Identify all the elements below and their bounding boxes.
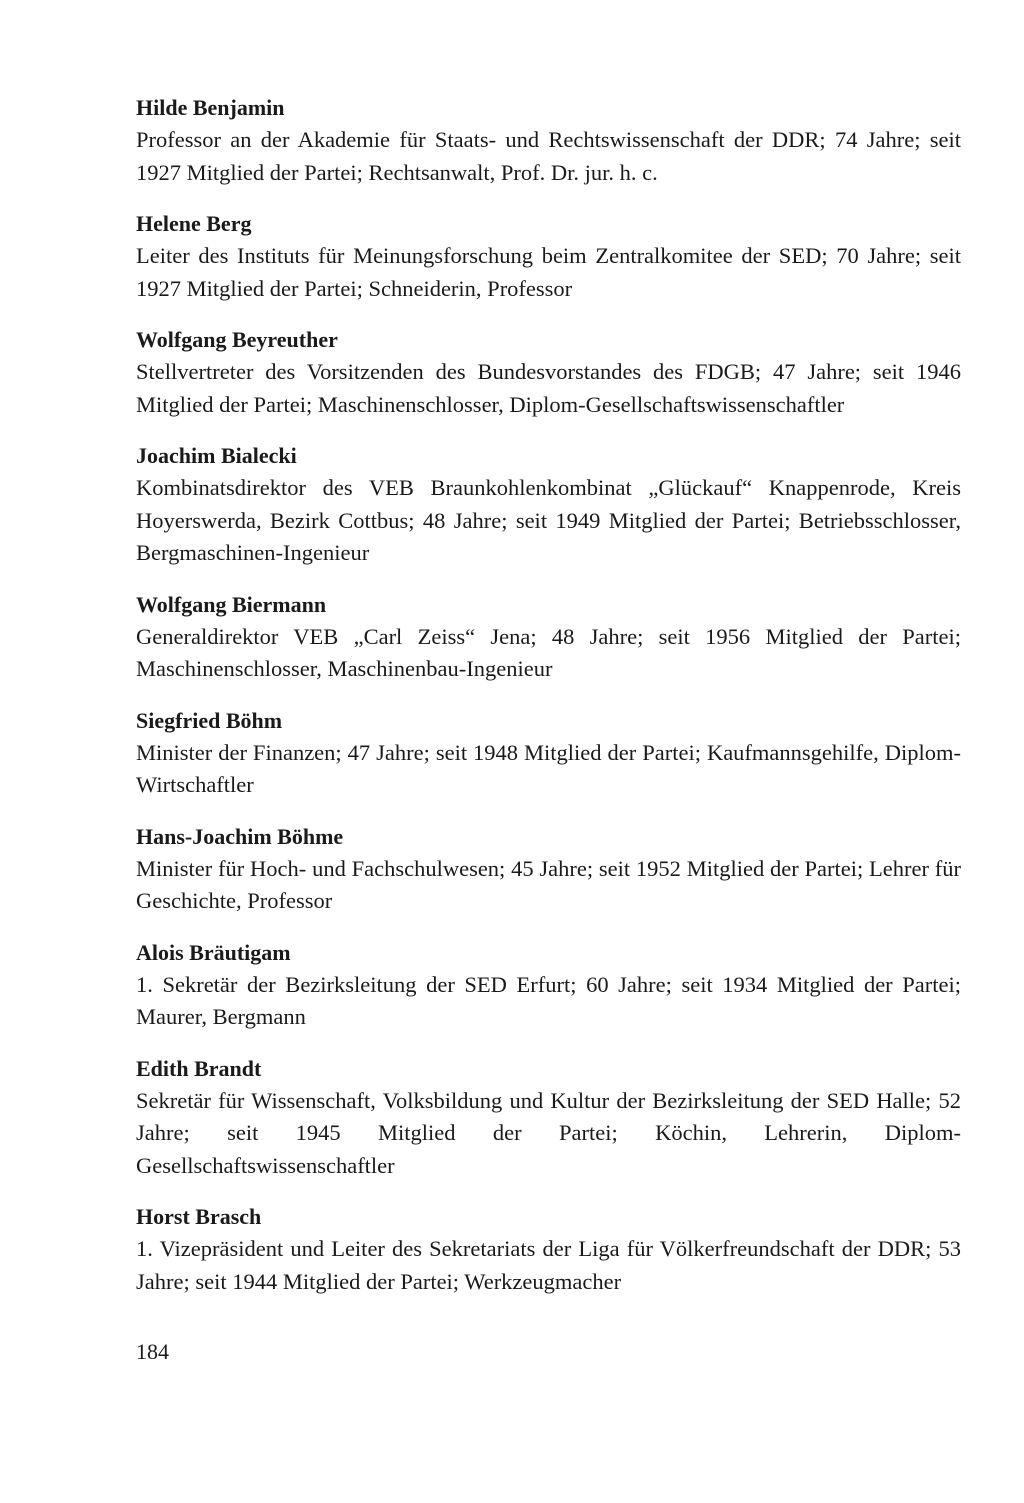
entry-berg xyxy=(136,208,961,305)
page-content xyxy=(136,92,961,1317)
entry-name: Wolfgang Beyreuther xyxy=(136,327,338,352)
entry-brasch xyxy=(136,1201,961,1298)
entry-name: Siegfried Böhm xyxy=(136,707,283,733)
entry-name: Helene Berg xyxy=(136,211,252,236)
entry-name: Horst Brasch xyxy=(136,1204,262,1229)
entry-description: Kombinatsdirektor des VEB Braunkohlenkombinat „Glückauf“ Knappenrode, Kreis Hoyerswerda, Bezirk Cottbus; 48 Jahre; seit 1949 Mitglied der Partei; Betriebsschlosser, Bergmaschinen-Ingenieur xyxy=(136,475,961,565)
entry-description: Leiter des Instituts für Meinungsforschung beim Zentralkomitee der SED; 70 Jahre; seit 1927 Mitglied der Partei; Schneiderin, Professor xyxy=(136,243,961,301)
entry-benjamin xyxy=(136,92,961,189)
entry-name: Hilde Benjamin xyxy=(136,95,285,120)
entry-description: Minister der Finanzen; 47 Jahre; seit 1948 Mitglied der Partei; Kaufmannsgehilfe, Diplom-Wirtschaftler xyxy=(136,739,961,797)
entry-description: Generaldirektor VEB „Carl Zeiss“ Jena; 48 Jahre; seit 1956 Mitglied der Partei; Maschinenschlosser, Maschinenbau-Ingenieur xyxy=(136,623,961,681)
entry-brandt xyxy=(136,1053,961,1183)
entry-description: Minister für Hoch- und Fachschulwesen; 45 Jahre; seit 1952 Mitglied der Partei; Lehrer für Geschichte, Professor xyxy=(136,855,961,913)
entry-description: Sekretär für Wissenschaft, Volksbildung und Kultur der Bezirksleitung der SED Halle; 52 Jahre; seit 1945 Mitglied der Partei; Köchin, Lehrerin, Diplom-Gesellschaftswissenschaftler xyxy=(136,1087,961,1178)
entry-braeutigam xyxy=(136,937,961,1034)
entry-description: Stellvertreter des Vorsitzenden des Bundesvorstandes des FDGB; 47 Jahre; seit 1946 Mitglied der Partei; Maschinenschlosser, Diplom-Gesellschaftswissenschaftler xyxy=(136,359,961,417)
entry-boehm xyxy=(136,705,961,802)
entry-boehme xyxy=(136,821,961,918)
entry-name: Joachim Bialecki xyxy=(136,443,297,468)
entry-name: Wolfgang Biermann xyxy=(136,591,327,617)
entry-name: Alois Bräutigam xyxy=(136,939,291,965)
entry-description: 1. Vizepräsident und Leiter des Sekretariats der Liga für Völkerfreundschaft der DDR; 53 Jahre; seit 1944 Mitglied der Partei; Werkzeugmacher xyxy=(136,1236,961,1294)
entry-bialecki xyxy=(136,440,961,570)
entry-name: Hans-Joachim Böhme xyxy=(136,823,344,849)
entry-name: Edith Brandt xyxy=(136,1055,262,1081)
entry-beyreuther xyxy=(136,324,961,421)
entry-description: Professor an der Akademie für Staats- und Rechtswissenschaft der DDR; 74 Jahre; seit 1927 Mitglied der Partei; Rechtsanwalt, Prof. Dr. jur. h. c. xyxy=(136,127,961,185)
entry-description: 1. Sekretär der Bezirksleitung der SED Erfurt; 60 Jahre; seit 1934 Mitglied der Partei; Maurer, Bergmann xyxy=(136,971,961,1029)
page-number: 184 xyxy=(136,1339,169,1364)
entry-biermann xyxy=(136,589,961,686)
